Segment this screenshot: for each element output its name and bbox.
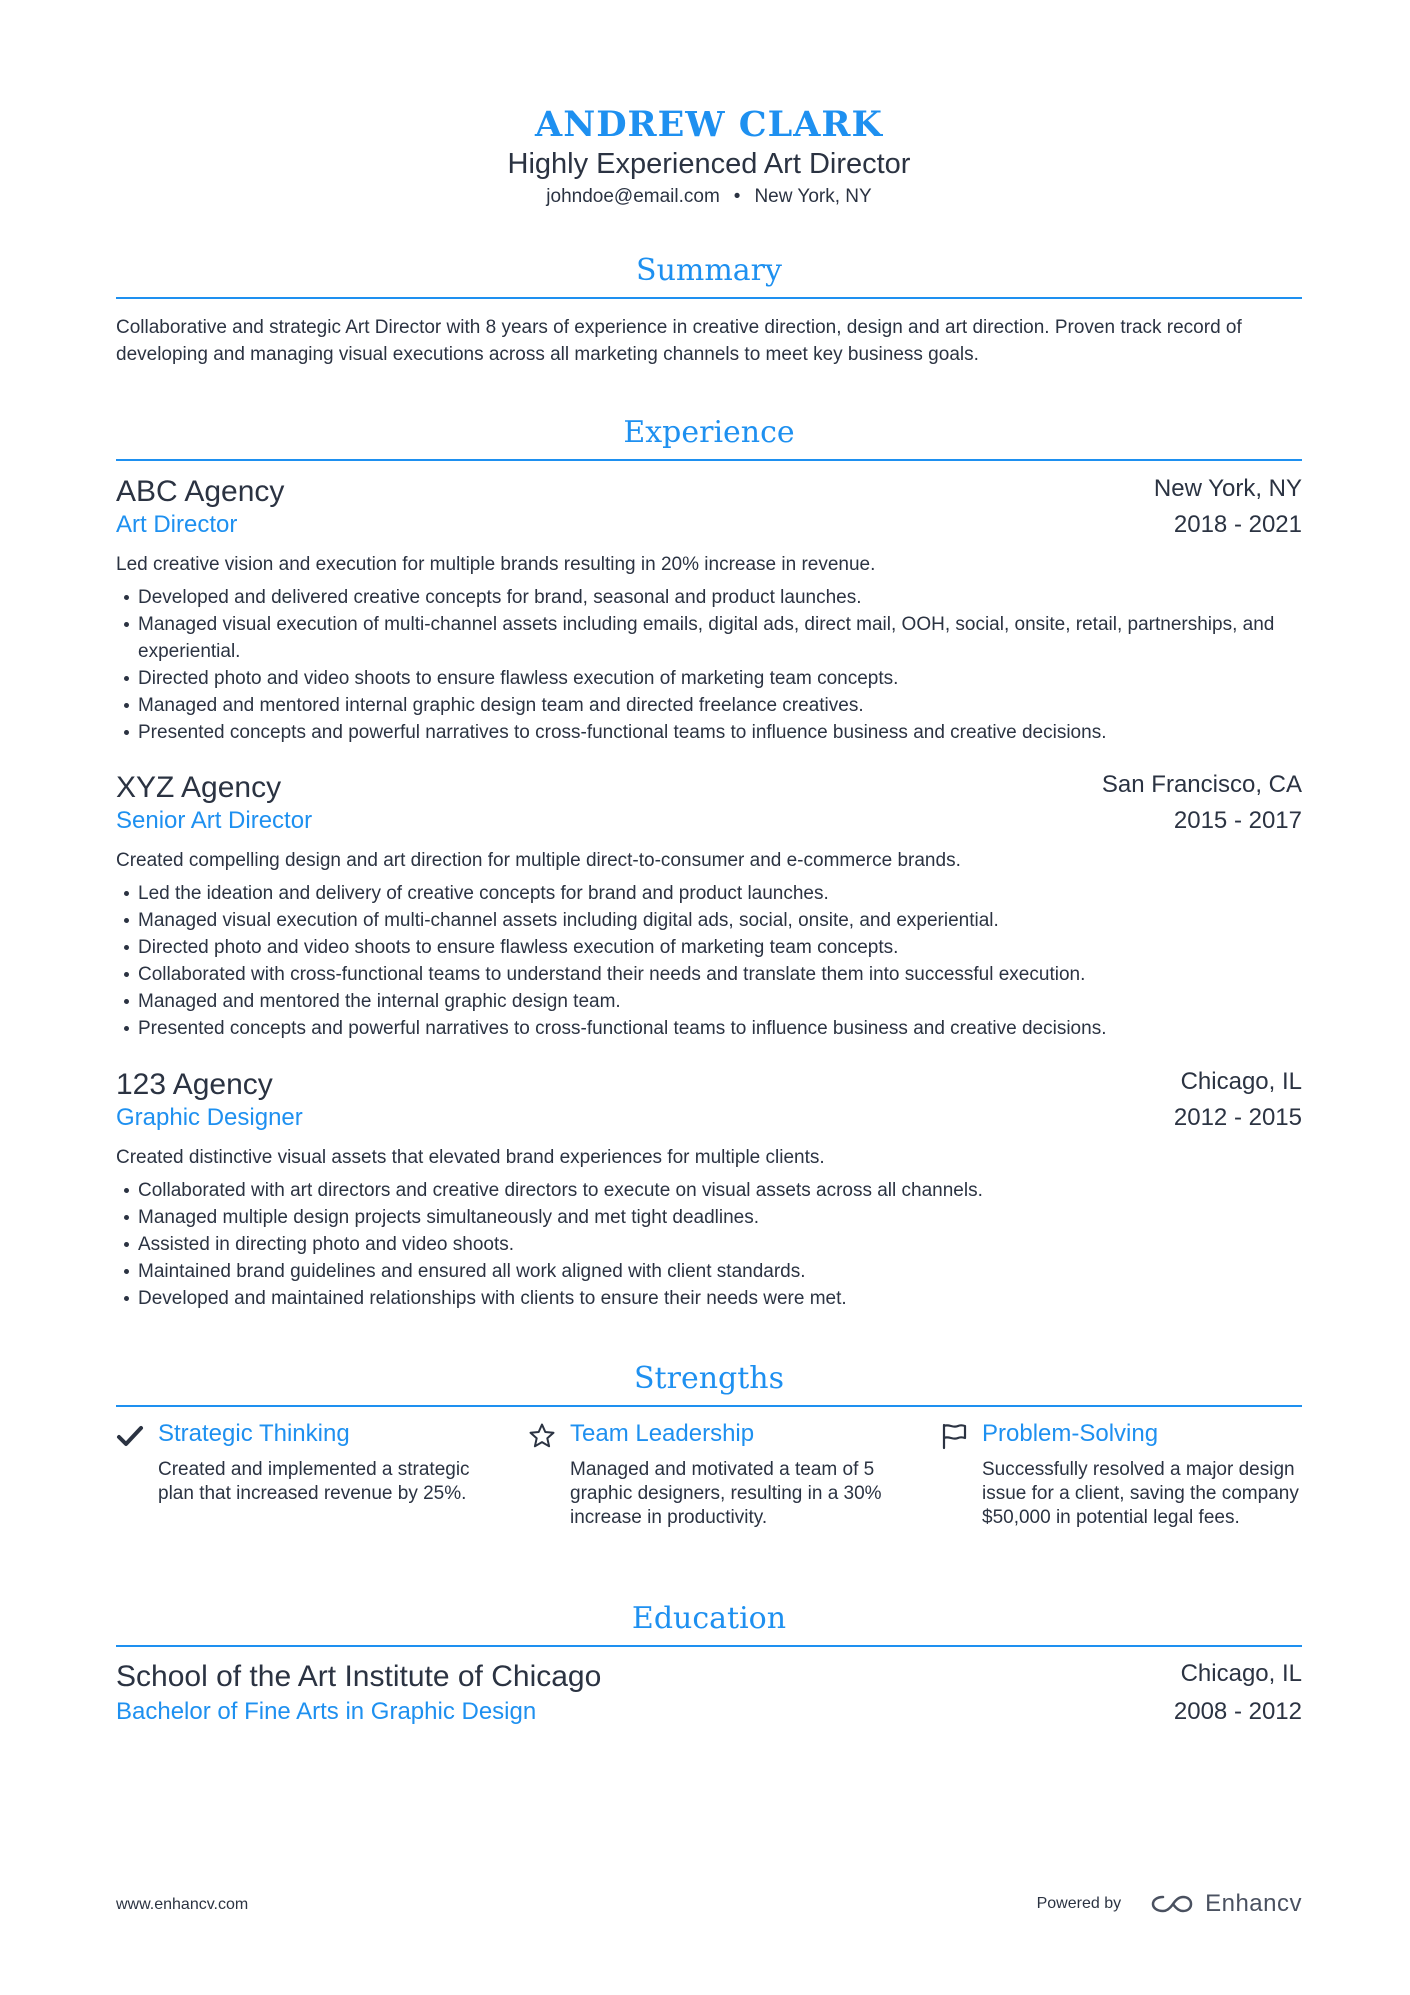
job-location: San Francisco, CA bbox=[1101, 771, 1302, 798]
contact-line bbox=[116, 186, 1302, 208]
strength-title: Problem-Solving bbox=[982, 1420, 1159, 1447]
job-bullet: Managed and mentored internal graphic design team and directed freelance creatives. bbox=[116, 692, 1302, 719]
strength-description: Created and implemented a strategic plan that increased revenue by 25%. bbox=[158, 1459, 470, 1504]
job-bullet: Developed and delivered creative concepts for brand, seasonal and product launches. bbox=[116, 584, 1302, 611]
company-name: 123 Agency bbox=[116, 1068, 273, 1101]
job-bullet: Led the ideation and delivery of creative concepts for brand and product launches. bbox=[116, 880, 1302, 907]
flag-icon bbox=[940, 1422, 968, 1450]
summary-text: Collaborative and strategic Art Director with 8 years of experience in creative direction, design and art direction. Proven track record of developing and managing visual executions across all marketing channels to meet key business goals. bbox=[116, 317, 1242, 365]
company-name: XYZ Agency bbox=[116, 771, 282, 804]
job-bullet: Managed multiple design projects simultaneously and met tight deadlines. bbox=[116, 1204, 1302, 1231]
education-dates: 2008 - 2012 bbox=[1173, 1698, 1302, 1725]
email[interactable]: johndoe@email.com bbox=[546, 186, 720, 207]
job-bullet: Developed and maintained relationships with clients to ensure their needs were met. bbox=[116, 1285, 1302, 1312]
job-bullet: Managed and mentored the internal graphic design team. bbox=[116, 988, 1302, 1015]
footer-branding bbox=[1037, 1890, 1302, 1918]
strength-title: Strategic Thinking bbox=[158, 1420, 350, 1447]
job-location: Chicago, IL bbox=[1180, 1068, 1302, 1095]
strengths-divider bbox=[116, 1405, 1302, 1407]
job-dates: 2015 - 2017 bbox=[1173, 807, 1302, 834]
job-role: Senior Art Director bbox=[116, 807, 313, 834]
powered-by-label: Powered by bbox=[1036, 1895, 1122, 1912]
star-icon bbox=[528, 1422, 556, 1450]
job-bullets bbox=[116, 880, 1302, 1042]
strength-title: Team Leadership bbox=[570, 1420, 755, 1447]
brand-logo[interactable] bbox=[1149, 1890, 1302, 1918]
job-role: Art Director bbox=[116, 511, 238, 538]
job-bullet: Directed photo and video shoots to ensure flawless execution of marketing team concepts. bbox=[116, 934, 1302, 961]
job-bullet: Collaborated with cross-functional teams to understand their needs and translate them into successful execution. bbox=[116, 961, 1302, 988]
job-bullet: Presented concepts and powerful narratives to cross-functional teams to influence business and creative decisions. bbox=[116, 1015, 1302, 1042]
job-bullets bbox=[116, 1177, 1302, 1312]
job-dates: 2018 - 2021 bbox=[1173, 511, 1302, 538]
brand-name: Enhancv bbox=[1205, 1890, 1302, 1917]
candidate-name: ANDREW CLARK bbox=[535, 104, 883, 145]
job-location: New York, NY bbox=[1153, 475, 1302, 502]
school-name: School of the Art Institute of Chicago bbox=[116, 1660, 602, 1693]
experience-divider bbox=[116, 459, 1302, 461]
checkmark-icon bbox=[116, 1422, 144, 1450]
education-divider bbox=[116, 1645, 1302, 1647]
strengths-heading: Strengths bbox=[634, 1361, 784, 1396]
footer-website[interactable]: www.enhancv.com bbox=[116, 1896, 249, 1913]
job-description: Created compelling design and art direction for multiple direct-to-consumer and e-commerce brands. bbox=[116, 850, 961, 871]
candidate-title: Highly Experienced Art Director bbox=[507, 148, 911, 180]
summary-divider bbox=[116, 297, 1302, 299]
education-location: Chicago, IL bbox=[1180, 1660, 1302, 1687]
strength-description: Managed and motivated a team of 5 graphic designers, resulting in a 30% increase in productivity. bbox=[570, 1459, 882, 1528]
job-bullet: Assisted in directing photo and video shoots. bbox=[116, 1231, 1302, 1258]
summary-heading: Summary bbox=[636, 253, 782, 288]
education-heading: Education bbox=[631, 1601, 787, 1636]
contact-separator: • bbox=[733, 186, 741, 207]
header-location: New York, NY bbox=[754, 186, 872, 207]
job-bullet: Maintained brand guidelines and ensured all work aligned with client standards. bbox=[116, 1258, 1302, 1285]
job-bullet: Collaborated with art directors and creative directors to execute on visual assets across all channels. bbox=[116, 1177, 1302, 1204]
job-dates: 2012 - 2015 bbox=[1173, 1104, 1302, 1131]
degree: Bachelor of Fine Arts in Graphic Design bbox=[116, 1698, 537, 1725]
company-name: ABC Agency bbox=[116, 475, 285, 508]
job-description: Led creative vision and execution for multiple brands resulting in 20% increase in revenue. bbox=[116, 554, 876, 575]
strength-description: Successfully resolved a major design issue for a client, saving the company $50,000 in potential legal fees. bbox=[982, 1459, 1299, 1528]
job-role: Graphic Designer bbox=[116, 1104, 303, 1131]
enhancv-logo-icon bbox=[1149, 1892, 1195, 1916]
job-bullets bbox=[116, 584, 1302, 746]
job-bullet: Directed photo and video shoots to ensure flawless execution of marketing team concepts. bbox=[116, 665, 1302, 692]
job-bullet: Managed visual execution of multi-channel assets including emails, digital ads, direct mail, OOH, social, onsite, retail, partnerships, and experiential. bbox=[116, 611, 1302, 665]
job-bullet: Presented concepts and powerful narratives to cross-functional teams to influence business and creative decisions. bbox=[116, 719, 1302, 746]
job-bullet: Managed visual execution of multi-channel assets including digital ads, social, onsite, and experiential. bbox=[116, 907, 1302, 934]
experience-heading: Experience bbox=[623, 415, 795, 450]
job-description: Created distinctive visual assets that elevated brand experiences for multiple clients. bbox=[116, 1147, 825, 1168]
